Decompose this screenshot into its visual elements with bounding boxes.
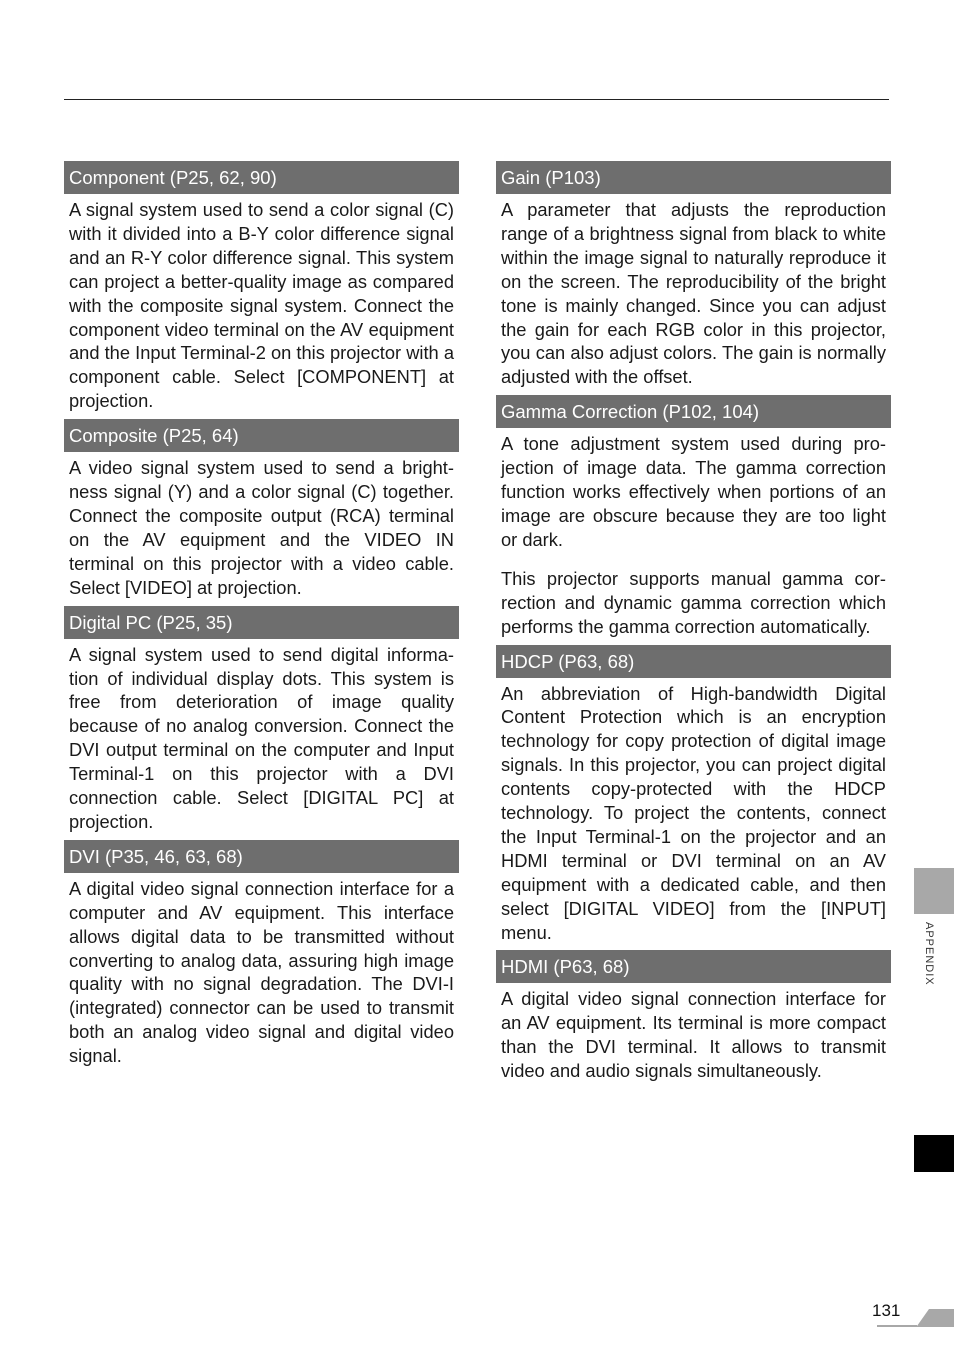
glossary-entry-composite bbox=[64, 419, 459, 599]
glossary-entry-hdcp bbox=[496, 645, 891, 945]
glossary-definition: A tone adjustment system used during projection of image data. The gamma correction function works effectively when portions of an image are obscure because they are too light or dark. bbox=[501, 433, 886, 550]
glossary-entry-gain bbox=[496, 161, 891, 389]
section-tab-black-marker bbox=[914, 1135, 954, 1172]
glossary-definition: An abbreviation of High-bandwidth Digital Content Protection which is an encryption technology for copy protection of digital image signals. In this projector, you can project digital contents copy-protected with the HDCP technology. To project the contents, connect the Input Terminal-1 on the projector and an HDMI terminal or DVI terminal on an AV equipment with a dedicated cable, and then select [DIGITAL VIDEO] from the [INPUT] menu. bbox=[501, 682, 886, 943]
glossary-term: Digital PC (P25, 35) bbox=[64, 606, 459, 639]
section-tab-label: APPENDIX bbox=[923, 922, 935, 986]
glossary-definition: A video signal system used to send a brightness signal (Y) and a color signal (C) together. Connect the composite output (RCA) terminal on the AV equipment and the VIDEO IN terminal on this projector with a video cable. Select [VIDEO] at projection. bbox=[69, 457, 454, 598]
glossary-term: Component (P25, 62, 90) bbox=[64, 161, 459, 194]
glossary-term: Composite (P25, 64) bbox=[64, 419, 459, 452]
glossary-term: Gain (P103) bbox=[496, 161, 891, 194]
glossary-term: Gamma Correction (P102, 104) bbox=[496, 395, 891, 428]
page-number: 131 bbox=[872, 1301, 901, 1320]
header-rule bbox=[64, 99, 889, 100]
section-tab-marker bbox=[914, 868, 954, 914]
right-column bbox=[496, 161, 891, 1089]
glossary-entry-digital-pc bbox=[64, 606, 459, 834]
glossary-definition: A digital video signal connection interface for a computer and AV equipment. This interface allows digital data to be transmitted without converting to analog data, assuring high image quality with no signal degradation. The DVI-I (integrated) connector can be used to transmit both an analog video signal and digital video signal. bbox=[69, 877, 454, 1067]
glossary-entry-component bbox=[64, 161, 459, 413]
glossary-entry-hdmi bbox=[496, 950, 891, 1083]
glossary-term: HDMI (P63, 68) bbox=[496, 950, 891, 983]
glossary-term: HDCP (P63, 68) bbox=[496, 645, 891, 678]
glossary-definition: A signal system used to send a color signal (C) with it divided into a B-Y color difference signal and an R-Y color difference signal. This system can project a better-quality image as compared with the composite signal system. Connect the component video terminal on the AV equipment and the Input Terminal-2 on this projector with a component cable. Select [COMPONENT] at projection. bbox=[69, 199, 454, 412]
glossary-definition: A digital video signal connection interface for an AV equipment. Its terminal is more compact than the DVI terminal. It allows to transmit video and audio signals simultaneously. bbox=[501, 988, 886, 1082]
glossary-term: DVI (P35, 46, 63, 68) bbox=[64, 840, 459, 873]
glossary-definition: A signal system used to send digital information of individual display dots. This system is free from deterioration of image quality because of no analog conversion. Connect the DVI output terminal on the computer and Input Terminal-1 on this projector with a DVI connection cable. Select [DIGITAL PC] at projection. bbox=[69, 643, 454, 832]
glossary-entry-gamma-correction bbox=[496, 395, 891, 638]
glossary-entry-dvi bbox=[64, 840, 459, 1068]
left-column bbox=[64, 161, 459, 1074]
glossary-definition: A parameter that adjusts the reproduction range of a brightness signal from black to white within the image signal to naturally reproduce it on the screen. The reproducibility of the bright tone is mainly changed. Since you can adjust the gain for each RGB color in this projector, you can also adjust colors. The gain is normally adjusted with the offset. bbox=[501, 199, 886, 388]
page-number-bar bbox=[877, 1309, 954, 1327]
glossary-definition: This projector supports manual gamma correction and dynamic gamma correction which performs the gamma correction automatically. bbox=[501, 567, 886, 637]
